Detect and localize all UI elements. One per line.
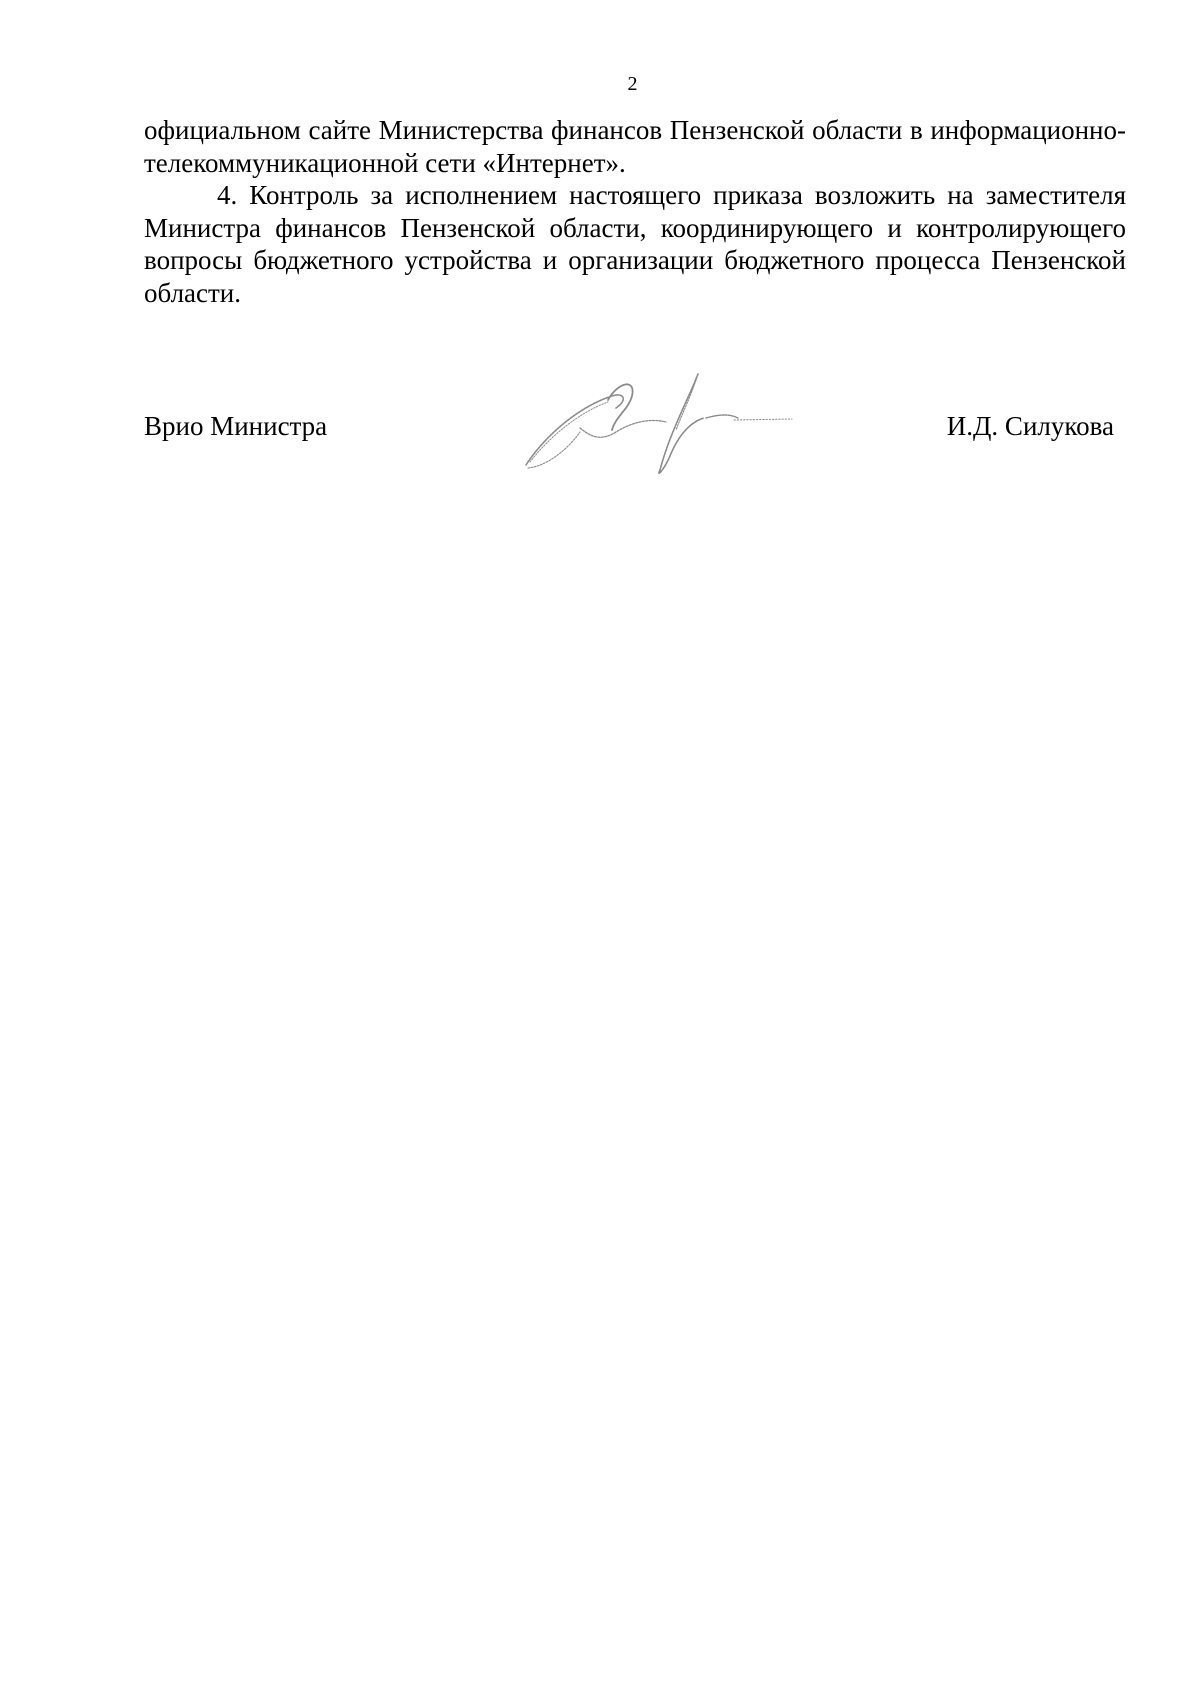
page-number: 2 [627,73,638,95]
paragraph-item-4: 4. Контроль за исполнением настоящего приказа возложить на заместителя Министра финансов Пензенской области, координирующего и контролирующего вопросы бюджетного устройства и организации бюджетного процесса Пензенской области. [144,180,1126,308]
handwritten-signature [520,370,800,480]
signatory-position: Врио Министра [144,411,328,441]
signatory-name: И.Д. Силукова [946,411,1114,441]
paragraph-continuation: официальном сайте Министерства финансов Пензенской области в информационно-телекоммуникационной сети «Интернет». [144,115,1126,178]
document-body [144,114,1126,309]
